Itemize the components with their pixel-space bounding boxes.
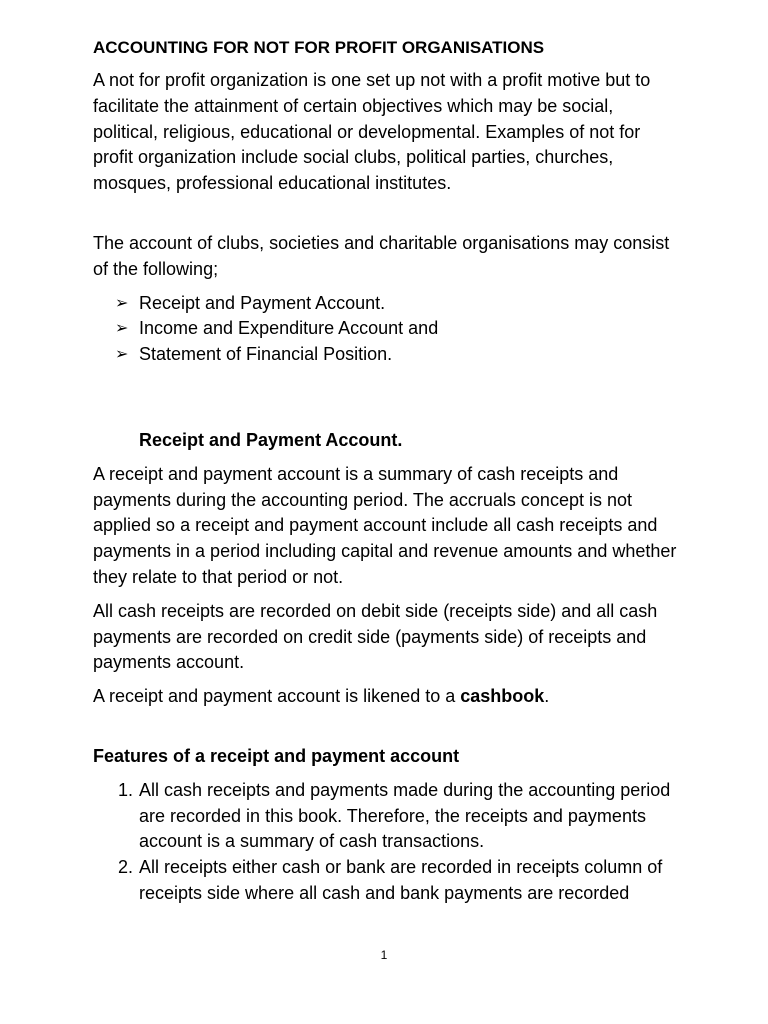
arrow-bullet-icon: ➢ [115,294,129,312]
paragraph-text: A receipt and payment account is likened to a [93,686,461,707]
account-types-list [93,291,683,368]
list-item-text: All receipts either cash or bank are recorded in receipts column of receipts side where all cash and bank payments are recorded [139,857,663,903]
list-item-text: Statement of Financial Position. [139,344,393,365]
document-page [93,36,683,907]
list-item-text: Income and Expenditure Account and [139,318,439,339]
list-item [118,855,683,907]
list-item [115,291,683,317]
section-paragraph-3 [93,684,683,710]
features-list [93,778,683,907]
list-item [115,342,683,368]
intro-paragraph: A not for profit organization is one set up not with a profit motive but to facilitate the attainment of certain objectives which may be social, political, religious, educational or developmental. Examples of not for profit organization include social clubs, political parties, churches, mosques, professional educational institutes. [93,70,651,194]
accounts-intro-paragraph: The account of clubs, societies and charitable organisations may consist of the following; [93,232,670,279]
paragraph-text: . [544,686,550,707]
page-number: 1 [380,948,388,962]
list-item-text: Receipt and Payment Account. [139,292,386,313]
list-item-text: All cash receipts and payments made during the accounting period are recorded in this book. Therefore, the receipts and payments account is a summary of cash transactions. [139,779,671,852]
section-heading: Receipt and Payment Account. [139,429,403,450]
list-number: 1. [118,779,134,800]
document-title: ACCOUNTING FOR NOT FOR PROFIT ORGANISATIONS [93,38,545,57]
arrow-bullet-icon: ➢ [115,346,129,364]
features-heading: Features of a receipt and payment account [93,745,460,766]
bold-term: cashbook [460,686,545,707]
list-item [118,778,683,855]
list-number: 2. [118,857,134,878]
section-paragraph-2: All cash receipts are recorded on debit side (receipts side) and all cash payments are recorded on credit side (payments side) of receipts and payments account. [93,600,658,673]
section-paragraph-1: A receipt and payment account is a summary of cash receipts and payments during the accounting period. The accruals concept is not applied so a receipt and payment account include all cash receipts and payments in a period including capital and revenue amounts and whether they relate to that period or not. [93,463,677,587]
list-item [115,316,683,342]
arrow-bullet-icon: ➢ [115,320,129,338]
